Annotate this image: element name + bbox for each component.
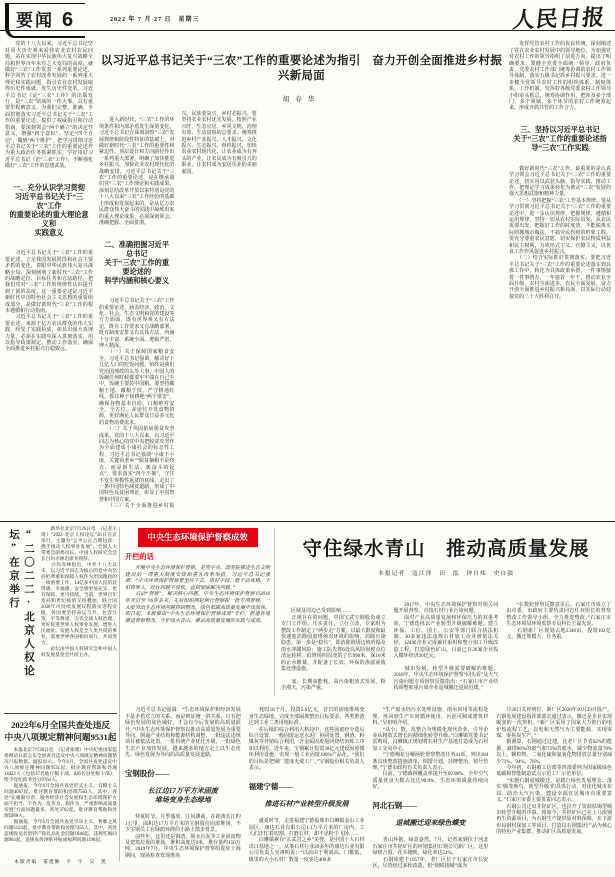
masthead-logo: 人民日报 [511,4,607,33]
lead-center-text-1: 进入新时代，“三农”工作的环境条件和内部矛盾发生深刻变化。习近平总书记在深刻洞察“三农”发展规律和阶段性特征的基础上，对做好新时代“三农”工作的重要性和紧迫性、顶层设计和方向路径作出一系列重大部署，明确了加快推进乡村振兴、加快农业农村现代化的战略安排。习近平总书记关于“三农”工作的重要论述，是在继承我们党“三农”工作理论和实践成果、深刻总结改革开放以来特别是党的十八大以来“三农”工作经验的基础上形成和发展起来的，是从亿万农民群众伟大奋斗的实践中凝练出来的重大理论成果，必须深刻领会、准确把握、全面贯彻。 [99,118,175,226]
column-intro-body: 开展中央生态环境保护督察，是党中央、国务院推进生态文明建设的一项重大制度安排和重大改革举措。习近平总书记强调：“中央环境保护督察要坚持下去，用好手段，敢于动真格，不怕得罪人，咬住问题不放松，直到彻底解决问题。” 启动“督察”，解决核心问题。中央生态环境保护督察自2016年开启至今6年多来，先后组织两轮例行督察和一批专项督察，一大批突出生态环境问题得到整改，绿色低碳高质量发展步伐加快。即日起，本报推出“中央生态环境保护督察成效”专栏，报道各地推进督察整改、守护绿水青山、推动高质量发展的实践与成效。 [125,566,271,624]
lead-intro-paragraph: 党的十八大以来，习近平总书记坚持用大历史观来看待农业农村农民问题，站在实现中华民族伟大复兴战略全局和世界百年未有之大变局的高度，就做好“三农”工作发表一系列重要论述，科学回答了农村改革发展的一系列重大理论和实践问题，指引农业农村发展取得历史性成就、发生历史性变革。习近平总书记《论“三农”工作》的出版发行，是“三农”领域的一件大事，具有重要里程碑意义，为我们完整、准确、全面贯彻落实习近平总书记关于“三农”工作的重要论述，提供了权威指引和行动指南。要深刻领会“两个确立”的决定性意义，增强“四个意识”、坚定“四个自信”、做到“两个维护”，把学习贯彻习近平总书记关于“三农”工作的重要论述作为重大政治任务抓紧抓实，学好用好习近平总书记《论“三农”工作》，不断强化做好“三农”工作的思想武装。 [5,42,93,170]
green-article-header [281,533,611,577]
page-header [0,0,615,31]
page-number: 6 [62,9,74,31]
section-box [5,3,85,38]
lead-left-continued: 习近平总书记关于“三农”工作的重要论述，立足我国发展阶段和社会主要矛盾的变化，着眼中华民族伟大复兴战略全局，深刻阐明了新时代“三农”工作的战略定位、目标任务和方法路径，把我们党对“三农”工作的规律性认识提升到了新的高度。这一重要论述是习近平新时代中国特色社会主义思想的重要组成部分，是做好新时代“三农”工作的根本遵循和行动指南。 习近平总书记关于“三农”工作的重要论述，来源于亿万农民群众的伟大实践，经受了实践检验，彰显出强大真理力量，必须在实践中深入贯彻落实，用以指导政策制定、推动工作落实，确保全面推进乡村振兴行稳致远。 [5,251,93,353]
lead-headline: 以习近平总书记关于“三农”工作的重要论述为指引 奋力开创全面推进乡村振兴新局面 [100,55,503,82]
case2-body: 盛夏时节，走进福建宁德福鼎市白琳镇金山工业园区，康达石业有限公司1.1万平方米的厂房内，工人们正忙着切割、打磨石材，却不见粉尘飞扬…… 白琳镇素有“玄武岩之乡”美誉，是中国十大石材出口基地之一。从事石材行业20多年的康达石业有限公司负责人吴祖明说：“以前由于利润高、门槛低，镇里的大小石材厂数量一度多达400多 [248,819,365,863]
section-name: 要闻 [16,11,54,30]
column-intro-title: 开栏的话 [125,553,154,561]
lead-left-column [5,36,93,517]
edition-date: 2022 年 7 月 27 日 星期三 [110,17,200,23]
green-intro-columns [281,603,611,697]
green-intro-col3: 城市发展，转型升级需要破解的难题。2018年，中央生态环境保护督察“回头看”及大气污染问题专项督察反馈指出：“石家庄市产业结构调整和重污染企业退城搬迁进展迟缓。” “在数轮督察反馈意见后，石家庄市成立了由市委、市政府主要负责同志任双组长的督察整改工作领导小组，全力推进整改。”石家庄市生态环境局环境监察专员科长王磊先说。 石钢新厂区规划占地2348亩，投资102亿元，搬迁规模大，任务重。 [393,603,611,692]
case-d-text: 月26日关停到位，新厂区2020年10月29日投产。石钢发展建设指挥部部长通过表示，搬迁是企业实现蜕变的一次契机。“新厂区采用了国家大力推行的电炉短流程工艺，以电和天然气为主要能源，实现零煤、零焦炭生产。” 据测算，石钢通过迁建，比老厂区节省62%的能源，减排86%的废气和72%的废水，减少物流量70%以上。颗粒物、二氧化硫和氮氧化物排放总量分别减少71%、94%、76%。 今年初，石钢被工信部等四部委列为国家级绿色低碳和智能制造试点示范工厂示范单位。 “实施石钢退城搬迁，是践行绿色发展理念、落实‘腾笼换鸟、转型升级’的具体行动，对优化城市布局、防治大气污染、建设幸福宜居城市有重要意义。”石家庄市委主要负责同志表示。 石钢公司迁出井陉矿区，也拉开了资源枯竭型城市转型升级的序幕。现如今，井陉矿区已在上马废钢再生资源项目，为石钢生产提供原材料保障，在下游布局钢材深加工等项目，打造以石钢集团产品为核心的特色产业集群，推动矿区高质量发展。 [496,708,612,836]
case2-org: 福建宁德—— [248,781,294,791]
case-b-lede: 耗时18个月，投资5.6亿元，昔日的固废堆场变身生态绿地，完成全部隔离整治目标要求，各类堆渣达到工业二类用地标准。 在后续的综合利用大格局中，这些固废经分选后综合处置：一般固废运送水泥厂协同处置，钢渣、粉煤灰等外销综合利用，含金属固废返回烧结冶炼工序加以利用。近年来，宝钢累计投资30亿元建设固废循环利用设施，实现一般工业固废100%产品化。“我们的目标是把钢厂建成无废工厂。”宝钢股份相关负责人表示。 [248,708,365,772]
left-rail [4,527,117,865]
green-case-columns [125,702,612,869]
case3-body: 青山环抱，绿意盎然。7月，记者来到位于河北石家庄市井陉矿区的河钢集团石钢公司新厂区，这里绿树合围、花木掩映，绿化率达51%。 石钢始建于1957年，老厂区位于石家庄市长安区，尽管经过多轮改造，但“钢铁围城”成为 [372,838,489,869]
lead-center-columns [99,112,504,516]
green-intro-col1: 区域及周边已受到影响…… 正视存在的问题，中国宝武宝钢股份成立专门工作组，压实责任，立行立改，专家组为整改工作制定了“两步走”方案，以最大限度和最快速度消除固废堆场对环境的影响，消除污染隐患。第一步是“稳住”，即消除堆场边坡坍塌及雨水冲刷风险：施工队先将6处高风险固废点位清运转移，沿堆场四周浇筑了长990米、深16米的止水帷幕，并配备了长效、环保的渗滤液收集处理设施。 [281,609,386,673]
forum-vertical-headline: “二〇二二·北京人权论坛”在京举行 [8,529,34,679]
green-intro-col2: 家，长期高能耗，高污染粗放式发展，粉尘漫天，污染严重。 2017年，中央生态环境保护督察对相关问题开展督察，直指石材行业污染问题。 面对产业高质量发展和环保压力的双重考验，宁德选择以产业转型升级破解难题。建立环保、工信、国土、公安等部门联合执法机制，30多家违法违规石材加工企业被依法关停，124家企业完成兼并重组和整合加工升级改造工程，打造绿色矿山，目前已有26家企业投入循环经济20亿元。 [281,603,499,692]
forum-article [4,527,117,709]
column-badge: 中央生态环境保护督察成效 [138,528,258,547]
lead-center-text-2: 习近平总书记关于“三农”工作的重要论述，涵盖经济、政治、文化、社会、生态文明和党的建设等方方面面，既有世界观又有方法论，既有工作要求又有战略部署，既有制度安排又有具体方法，内涵十分丰富，系统全面、逻辑严密、博大精深。 （一）关于保障国家粮食安全。习近平总书记强调，解决好十几亿人口的吃饭问题，始终是我们党治国理政的头等大事，中国人的饭碗任何时候都要牢牢端在自己手中，饭碗主要装中国粮。要坚持藏粮于地、藏粮于技，严守耕地红线，抓住种子和耕地“两个要害”，确保谷物基本自给、口粮绝对安全，全方位、多途径开发食物资源，更好满足人民群众日益多元化的食物消费需求。 （二）关于巩固拓展脱贫攻坚成果。党的十八大以来，以习近平同志为核心的党中央把脱贫攻坚作为全面建成小康社会的标志性工程，习近平总书记强调“小康不小康，关键看老乡”“脱贫摘帽不是终点，而是新生活、新奋斗的起点”，要求落实“四个不摘”，守住不发生规模性返贫的底线，走出了一条中国特色减贫道路，形成了中国特色反贫困理论，彰显了中国智慧和中国方案。 （三）关于全面推进乡村振兴。民族要复兴，乡村必振兴。要坚持农业农村优先发展，按照产业兴旺、生态宜居、乡风文明、治理有效、生活富裕的总要求，统筹推进乡村产业振兴、人才振兴、文化振兴、生态振兴、组织振兴，加快农业农村现代化，让农业成为有奔头的产业，让农民成为有吸引力的职业，让农村成为安居乐业的美丽家园。 [99,112,257,510]
discipline-body: 本报北京7月26日电 （记者张璁）中央纪委国家监委网站日前公布全国查处违反中央八项规定精神问题情况月报数据。通报显示，今年6月，全国共查处违反中央八项规定精神问题9531起，批评教育帮助和处理14422人（包括37名地厅级干部、826名县处级干部），给予党纪政务处分9764人。 据通报，今年6月全国共查处形式主义、官僚主义问题4667起，批评教育帮助和处理7563人。其中，查处“在履职尽责、服务经济社会发展和生态环境保护方面不担当、不作为、乱作为、假作为，严重影响高质量发展”方面问题最多，查处3702起，批评教育帮助和处理5988人。 据通报，今年6月全国共查处享乐主义、奢靡之风问题5124起，批评教育帮助和处理7355人。其中，查处违规收送名贵特产和礼品礼金问题1846起，违规吃喝问题964起，违规发放津贴补贴或福利问题1190起。 [4,748,117,843]
lead-right-continued: 做好新时代“三农”工作，最重要的是认真学习领会习近平总书记关于“三农”工作的重要论述，切实用以武装头脑、指导实践、推动工作，把理论学习成果转化为推动“三农”发展的强大思想武器和精神力量。 （一）坚持把握“三农”工作基本规律。要从学习贯彻习近平总书记关于“三农”工作的重要论述中，进一步认识规律、把握规律、遵循和运用规律，坚持一切从农村实际出发、从农民需要出发，把握好工作的时度效，不能脱离实际照搬城市做法，不搞劳民伤财的形象工程，要充分尊重农民意愿，切实保护农民物质利益和民主权利，力戒形式主义、官僚主义，以优良工作作风促进乡村振兴。 （二）结合实际抓好贯彻落实。要把习近平总书记关于“三农”工作的重要论述落实到具体工作中，转化为具体政策举措，一件事情接着一件事情办，一年接着一年干，推动农业全面升级、农村全面进步、农民全面发展，奋力开创全面推进乡村振兴新局面，以实际行动迎接党的二十大胜利召开。 [509,166,611,300]
case1-org: 宝钢股份—— [125,769,170,779]
rail-divider-rule [4,713,117,714]
case-column-c [372,702,489,869]
case-column-d [496,702,612,860]
green-byline: 本报记者 寇江泽 田 泓 钟自炜 史自强 [378,571,514,577]
section-divider-rule [0,521,615,522]
lead-section2-heading: 二、准确把握习近平总书记 关于“三农”工作的重要论述的 科学内涵和核心要义 [104,240,170,285]
forum-body: 新华社北京7月26日电 （记者王琦）“2022·北京人权论坛”26日在京举行，主题为“公平公正合理包容：携手推动人权事业发展”。全国人大常委会副委员长、中国人权研究会会长白玛赤林出席并致辞。 白玛赤林指出，中共十八大以来，以习近平同志为核心的党中央坚持把尊重和保障人权作为治国理政的一项重要工作，14亿多中国人民的获得感、幸福感、安全感更加充实、更有保障、更可持续。当前，世界百年变局和世纪疫情交织叠加，联合国2030年可持续发展议程落实进程受阻，各国要坚持命运与共、包容互鉴、平等尊重，完善全球人权治理，更好促进世界人权事业发展，增进人民福祉。发展人权是全人类共同的事业，需要世界各国相向而行、共同努力。 论坛由中国人权研究会和中国人权发展基金会共同主办。 [41,527,117,658]
lead-section3-heading: 三、坚持以习近平总书记 关于“三农”工作的重要论述指 导“三农”工作实践 [513,126,607,153]
case-a-lede: 习近平总书记强调：“生态环境保护和经济发展不是矛盾对立的关系，而是辩证统一的关系。只有把绿色发展的底色铺好，才会有今后发展的高质量跃升。”中央生态环境保护督察以推动高质量发展为重要导向，倒逼产业结构和能源结构调整，一批违法违规项目被依法处置，一批传统产业优化升级，一批绿色生态产业加快发展，越来越多的地方走上以生态优先、绿色发展为导向的高质量发展道路。 [125,708,241,759]
lead-right-column [509,36,611,517]
green-headline: 守住绿水青山 推动高质量发展 [302,539,590,560]
page-editors-credit: 本版责编：董建勤 平 宇 吴 凯 [14,860,107,865]
lead-section1-heading: 一、充分认识学习贯彻 习近平总书记关于“三农”工作 的重要论述的重大理论意义和 实践意义 [9,183,89,237]
case-column-b [248,702,365,863]
case1-title: 长江边17万平方米固废 堆场变身生态绿地 [147,786,218,804]
lead-right-intro: 发挥党管农村工作的优良传统，深刻阐述了党在农业农村发展中的领导地位，为加强党对农村工作的领导指明了前进方向，提出了明确要求。要健全党委全面统一领导、政府负责、党委农村工作部门统筹协调的农村工作领导体制，落实五级书记抓乡村振兴要求，进一步健全党领导农村工作的组织体系、制度体系、工作机制，发挥好各级党委农村工作领导小组牵头抓总、统筹协调作用，把涉及多个部门、多个领域、多个环节的农村工作统筹起来，形成齐抓共管的工作合力。 [509,42,611,112]
case-c-lede: “生产废水经污水处理设施、雨水回用等流程处理，再回到生产车间循环使用，污泥可制成建筑材料。”吴祖明介绍。 “从小、散、乱整合为规模化现代企业，引导企业从粗放式增长向精细化转型升级。”白琳镇党委书记雷鸣说，白琳镇正规划将石材生产基地打造成为石材加工交易中心。 “宁德梅花分解两轮督察整改任务41项，列出184条具体整改措施清单，倒排计划，挂牌整治，销号管理。”宁德市政府有关负责人表示。 目前，宁德森林覆盖率提升至69.98%，全年空气质量优良天数占比达99.9%，生态环境质量持续向好。 [372,708,489,791]
case1-body: 仲夏时节，月季盛放，江风拂面。在距离长江约1公里、面积达17万平方米的宝钢股份固废堆场，不少宝钢员工在绿荫环绕的小路上散步赏景。 前些年，这里还是钢渣、脱水污泥等工业固废物及建筑垃圾的堆场，堆积高度达9米，堆存量约150万吨。2019年7月，中央生态环境保护督察组进驻上海期间，现场检查发现堆场 [125,815,241,859]
lead-center-block [99,40,504,517]
vertical-rule-sidebar [274,528,275,696]
vertical-rule-rail [119,527,120,861]
case-column-a [125,702,241,860]
case2-title: 推进石材产业转型升级发展 [264,799,349,808]
discipline-headline: 2022年6月全国共查处违反 中央八项规定精神问题9531起 [4,720,117,742]
case3-org: 河北石钢—— [372,801,417,811]
inspection-column [125,528,270,698]
lead-author: 胡春华 [282,96,321,103]
case3-title: 退城搬迁迎来绿色蝶变 [395,818,466,827]
